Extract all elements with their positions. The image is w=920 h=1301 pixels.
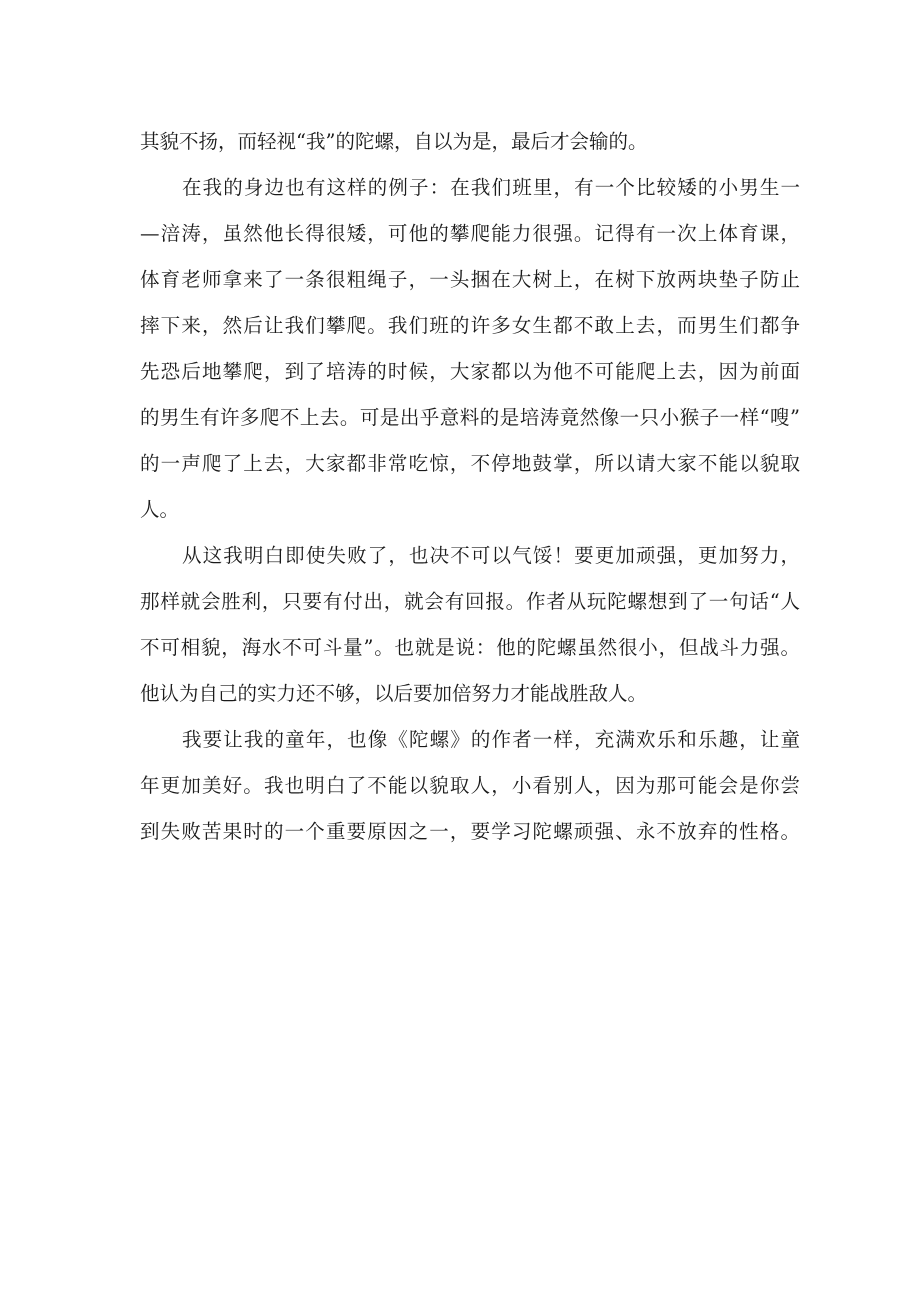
paragraph-line: 那样就会胜利，只要有付出，就会有回报。作者从玩陀螺想到了一句话“人 xyxy=(140,590,800,613)
paragraph-line: 的男生有许多爬不上去。可是出乎意料的是培涛竟然像一只小猴子一样“嗖” xyxy=(140,406,800,429)
paragraph-line: 不可相貌，海水不可斗量”。也就是说：他的陀螺虽然很小，但战斗力强。 xyxy=(140,636,800,659)
paragraph-line: 年更加美好。我也明白了不能以貌取人，小看别人，因为那可能会是你尝 xyxy=(140,774,800,797)
paragraph-line: 先恐后地攀爬，到了培涛的时候，大家都以为他不可能爬上去，因为前面 xyxy=(140,360,800,383)
paragraph-line: 我要让我的童年，也像《陀螺》的作者一样，充满欢乐和乐趣，让童 xyxy=(182,728,800,751)
paragraph-line: 在我的身边也有这样的例子：在我们班里，有一个比较矮的小男生一 xyxy=(182,176,800,199)
paragraph-line: 人。 xyxy=(140,498,180,521)
paragraph-line: 从这我明白即使失败了，也决不可以气馁！要更加顽强，更加努力， xyxy=(182,544,800,567)
paragraph-line: 其貌不扬，而轻视“我”的陀螺，自以为是，最后才会输的。 xyxy=(140,130,648,153)
paragraph-line: 到失败苦果时的一个重要原因之一，要学习陀螺顽强、永不放弃的性格。 xyxy=(140,820,800,843)
paragraph-line: 体育老师拿来了一条很粗绳子，一头捆在大树上，在树下放两块垫子防止 xyxy=(140,268,800,291)
paragraph-line: 的一声爬了上去，大家都非常吃惊，不停地鼓掌，所以请大家不能以貌取 xyxy=(140,452,800,475)
paragraph-line: 摔下来，然后让我们攀爬。我们班的许多女生都不敢上去，而男生们都争 xyxy=(140,314,800,337)
paragraph-line: —涪涛，虽然他长得很矮，可他的攀爬能力很强。记得有一次上体育课， xyxy=(140,222,800,245)
paragraph-line: 他认为自己的实力还不够，以后要加倍努力才能战胜敌人。 xyxy=(140,682,648,705)
